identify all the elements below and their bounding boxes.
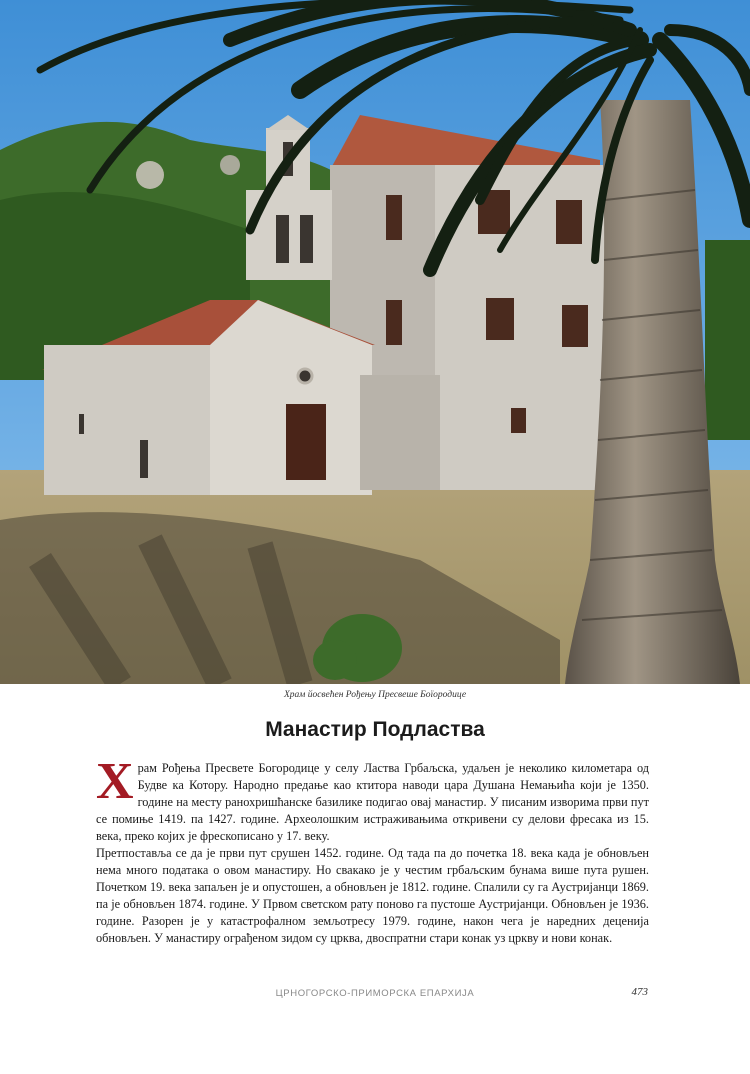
paragraph-1-text: рам Рођења Пресвете Богородице у селу Ластва Грбаљска, удаљен је неколико километара од Будве ка Котору. Народно предање као ктитора наводи цара Душана Немањића који је 1350. године на месту ранохришћанске базилике подигао овај манастир. У писаним изворима први пут се помиње 1419. па 1427. године. Археолошким истраживањима откривени су делови фресака из 15. века, преко којих је фрескописано у 17. веку.	[96, 761, 649, 843]
page-number: 473	[631, 986, 648, 998]
page-title: Манастир Подластва	[265, 718, 485, 741]
footer-section-title: ЦРНОГОРСКО-ПРИМОРСКА ЕПАРХИЈА	[275, 988, 475, 999]
photo-caption: Храм йосвећен Рођењу Пресвеше Боїородице	[283, 690, 467, 700]
paragraph-2: Претпоставља се да је први пут срушен 1452. године. Од тада па до почетка 18. века када је обновљен нема много података о овом манастиру. Но свакако је у честим грбаљским бунама више пута рушен. Почетком 19. века запаљен је и опустошен, а обновљен је 1812. године. Спалили су га Аустријанци 1869. па је обновљен 1874. године. У Првом светском рату поново га пустоше Аустријанци. Обновљен је 1936. године. Разорен је у катастрофалном земљотресу 1979. године, након чега је наредних деценија обновљен. У манастиру ограђеном зидом су црква, двоспратни стари конак уз цркву и нови конак.	[96, 846, 649, 945]
article-body	[96, 753, 649, 947]
paragraph-1	[96, 753, 649, 845]
drop-cap: Х	[96, 753, 134, 810]
